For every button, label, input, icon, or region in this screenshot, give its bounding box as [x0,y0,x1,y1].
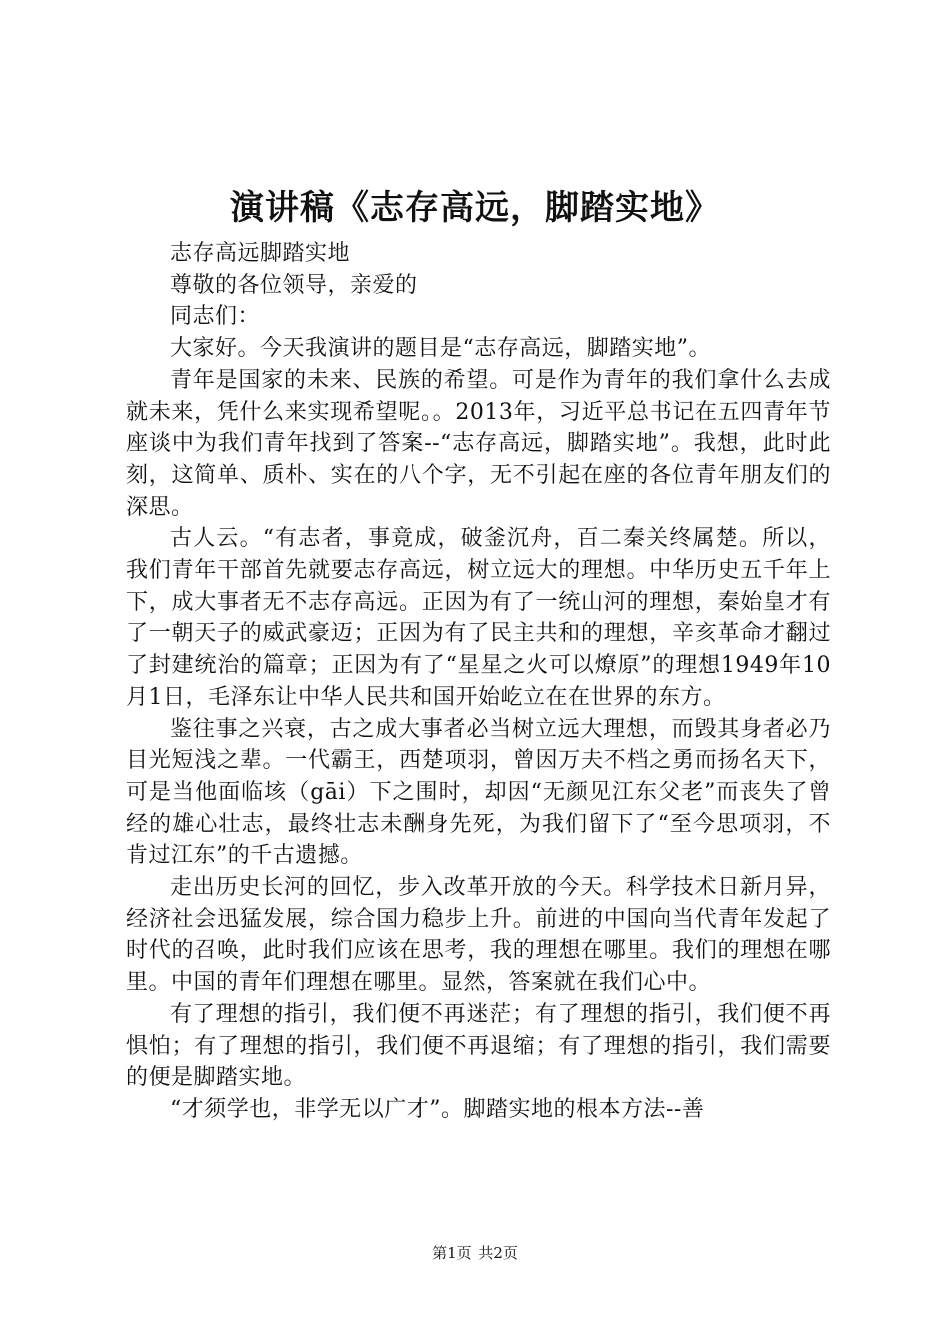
page-total: 共2页 [478,1244,518,1262]
page-number: 第1页 [432,1244,472,1262]
paragraph: 尊敬的各位领导，亲爱的 [170,272,418,298]
paragraph: 走出历史长河的回忆，步入改革开放的今天。科学技术日新月异，经济社会迅猛发展，综合国力稳步上升。前进的中国向当代青年发起了时代的召唤，此时我们应该在思考，我的理想在哪里。我们的理想在哪里。中国的青年们理想在哪里。显然，答案就在我们心中。 [126,875,831,996]
page-footer [0,1242,950,1264]
paragraph: 大家好。今天我演讲的题目是“志存高远，脚踏实地”。 [170,336,711,362]
paragraph: 鉴往事之兴衰，古之成大事者必当树立远大理想，而毁其身者必乃目光短浅之辈。一代霸王，西楚项羽，曾因万夫不档之勇而扬名天下，可是当他面临垓（gāi）下之围时，却因“无颜见江东父老”而丧失了曾经的雄心壮志，最终壮志未酬身先死，为我们留下了“至今思项羽，不肯过江东”的千古遗撼。 [126,716,831,869]
paragraph: 志存高远脚踏实地 [170,241,351,266]
paragraph: “才须学也，非学无以广才”。脚踏实地的根本方法--善 [170,1096,705,1122]
paragraph: 有了理想的指引，我们便不再迷茫；有了理想的指引，我们便不再惧怕；有了理想的指引，我们便不再退缩；有了理想的指引，我们需要的便是脚踏实地。 [126,1001,831,1091]
paragraph: 古人云。“有志者，事竟成，破釜沉舟，百二秦关终属楚。所以，我们青年干部首先就要志存高远，树立远大的理想。中华历史五千年上下，成大事者无不志存高远。正因为有了一统山河的理想，秦始皇才有了一朝天子的威武豪迈；正因为有了民主共和的理想，辛亥革命才翻过了封建统治的篇章；正因为有了“星星之火可以燎原”的理想1949年10月1日，毛泽东让中华人民共和国开始屹立在在世界的东方。 [126,526,831,710]
document-body [126,238,831,1126]
paragraph: 青年是国家的未来、民族的希望。可是作为青年的我们拿什么去成就未来，凭什么来实现希望呢。。2013年，习近平总书记在五四青年节座谈中为我们青年找到了答案--“志存高远，脚踏实地”。我想，此时此刻，这简单、质朴、实在的八个字，无不引起在座的各位青年朋友们的深思。 [126,367,831,520]
document-title: 演讲稿《志存高远，脚踏实地》 [230,188,720,228]
paragraph: 同志们： [170,304,261,330]
